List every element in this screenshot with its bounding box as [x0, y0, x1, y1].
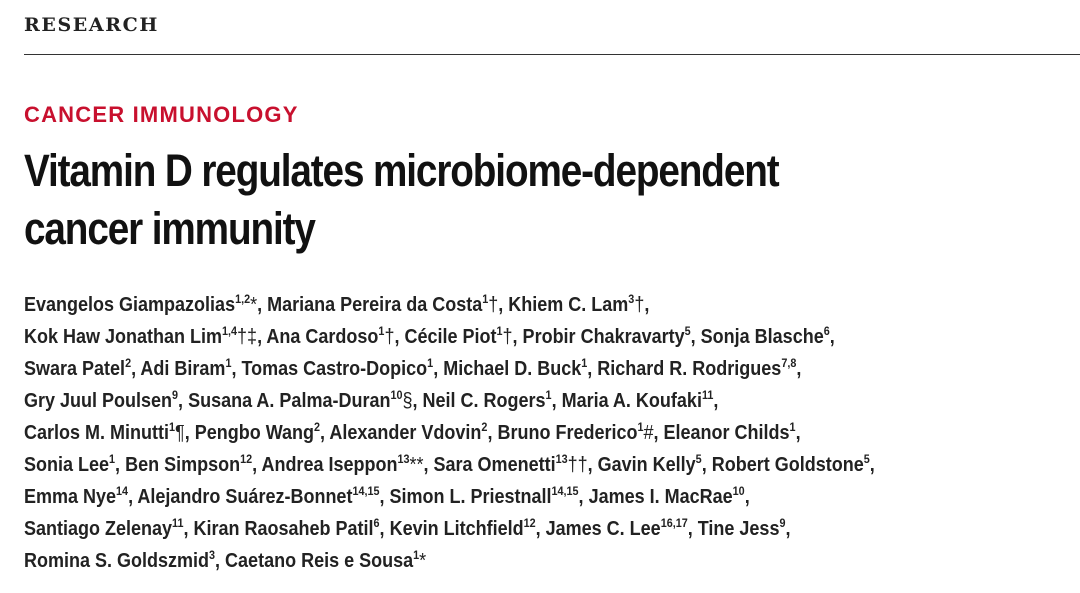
author-name: Swara Patel: [24, 358, 126, 380]
author-footnote-mark: †: [502, 326, 513, 348]
author-affiliation: 9: [779, 516, 786, 530]
author-name: Susana A. Palma-Duran: [188, 390, 391, 412]
author: [329, 422, 497, 444]
article-title: [24, 142, 779, 258]
author-name: Tine Jess: [697, 518, 780, 540]
author-line: [24, 481, 875, 513]
author-separator: ,: [690, 326, 701, 348]
author: [193, 518, 389, 540]
author-footnote-mark: #: [643, 422, 654, 444]
author-separator: ,: [795, 422, 801, 444]
author-line: [24, 289, 875, 321]
author: [140, 358, 241, 380]
author: [24, 422, 195, 444]
author-affiliation: 11: [172, 516, 184, 530]
author-separator: ,: [744, 486, 750, 508]
author-separator: ,: [257, 326, 267, 348]
author: [434, 454, 598, 476]
author-name: Bruno Frederico: [497, 422, 638, 444]
author-affiliation: 1: [789, 420, 796, 434]
author: [589, 486, 750, 508]
author-name: Ana Cardoso: [266, 326, 379, 348]
author-separator: ,: [487, 422, 498, 444]
author-footnote-mark: *: [419, 550, 427, 572]
author-footnote-mark: †: [384, 326, 395, 348]
author-name: Cécile Piot: [404, 326, 497, 348]
author-separator: ,: [512, 326, 523, 348]
author-name: Gavin Kelly: [597, 454, 696, 476]
author-separator: ,: [379, 518, 390, 540]
author-affiliation: 13: [397, 452, 410, 466]
author-name: Maria A. Koufaki: [561, 390, 702, 412]
author-separator: ,: [433, 358, 444, 380]
author: [508, 294, 649, 316]
section-label: RESEARCH: [24, 14, 159, 36]
author: [267, 294, 508, 316]
article-category: CANCER IMMUNOLOGY: [24, 102, 299, 127]
author-separator: ,: [829, 326, 835, 348]
author-name: Robert Goldstone: [711, 454, 864, 476]
author: [24, 326, 266, 348]
author: [423, 390, 562, 412]
author-line: [24, 449, 875, 481]
author: [24, 358, 140, 380]
author-separator: ,: [131, 358, 141, 380]
author-name: Simon L. Priestnall: [389, 486, 552, 508]
author-name: Caetano Reis e Sousa: [225, 550, 414, 572]
author-affiliation: 1: [581, 356, 588, 370]
author-footnote-mark: †‡: [237, 326, 258, 348]
author: [261, 454, 433, 476]
author-separator: ,: [578, 486, 589, 508]
author: [195, 422, 330, 444]
author-affiliation: 5: [863, 452, 870, 466]
author: [390, 518, 546, 540]
author-affiliation: 1: [378, 324, 385, 338]
author-name: Evangelos Giampazolias: [24, 294, 236, 316]
author: [266, 326, 404, 348]
author-separator: ,: [183, 518, 194, 540]
author-affiliation: 9: [172, 388, 179, 402]
author-affiliation: 1: [545, 388, 552, 402]
author-footnote-mark: **: [409, 454, 424, 476]
author-affiliation: 1: [496, 324, 503, 338]
author: [24, 486, 137, 508]
author-separator: ,: [796, 358, 802, 380]
author: [523, 326, 701, 348]
author-name: Adi Biram: [140, 358, 226, 380]
author-name: Neil C. Rogers: [422, 390, 546, 412]
author-affiliation: 10: [390, 388, 403, 402]
author-affiliation: 13: [555, 452, 568, 466]
author-separator: ,: [252, 454, 262, 476]
author-affiliation: 1: [168, 420, 176, 434]
author: [24, 390, 188, 412]
author-separator: ,: [587, 358, 598, 380]
author-name: Eleanor Childs: [663, 422, 790, 444]
author: [24, 454, 125, 476]
author-name: Kok Haw Jonathan Lim: [24, 326, 223, 348]
author-separator: ,: [257, 294, 268, 316]
author-separator: ,: [128, 486, 138, 508]
author-affiliation: 2: [481, 420, 488, 434]
author-name: Pengbo Wang: [194, 422, 315, 444]
author-affiliation: 5: [684, 324, 691, 338]
author-name: Khiem C. Lam: [508, 294, 629, 316]
author-separator: ,: [498, 294, 509, 316]
author-name: Kiran Raosaheb Patil: [193, 518, 374, 540]
author-affiliation: 1: [413, 548, 420, 562]
author-name: Sonia Lee: [24, 454, 110, 476]
author: [562, 390, 719, 412]
author-affiliation: 11: [701, 388, 714, 402]
author-name: Santiago Zelenay: [24, 518, 173, 540]
author-affiliation: 10: [732, 484, 745, 498]
article-title-line-1: Vitamin D regulates microbiome-dependent: [24, 145, 779, 196]
author-separator: ,: [869, 454, 875, 476]
author-separator: ,: [785, 518, 791, 540]
author: [24, 550, 225, 572]
author-name: James I. MacRae: [588, 486, 733, 508]
author: [404, 326, 522, 348]
author-separator: ,: [231, 358, 242, 380]
author-affiliation: 3: [628, 292, 635, 306]
author-affiliation: 12: [240, 452, 253, 466]
author: [497, 422, 663, 444]
author-affiliation: 14,15: [551, 484, 579, 498]
author-separator: ,: [379, 486, 390, 508]
author-name: Michael D. Buck: [443, 358, 582, 380]
author-footnote-mark: †: [634, 294, 645, 316]
author-name: Gry Juul Poulsen: [24, 390, 173, 412]
author-name: Sara Omenetti: [433, 454, 556, 476]
author-name: Richard R. Rodrigues: [597, 358, 782, 380]
author-affiliation: 2: [314, 420, 321, 434]
author-affiliation: 1: [427, 356, 434, 370]
author-affiliation: 1,2: [235, 292, 251, 306]
author-separator: ,: [394, 326, 405, 348]
author-affiliation: 12: [523, 516, 536, 530]
author-affiliation: 6: [373, 516, 380, 530]
author-name: Emma Nye: [24, 486, 117, 508]
author-affiliation: 1: [482, 292, 489, 306]
author: [712, 454, 875, 476]
author-name: Kevin Litchfield: [389, 518, 524, 540]
author-line: [24, 513, 875, 545]
author-name: Tomas Castro-Dopico: [241, 358, 428, 380]
author: [225, 550, 426, 572]
author-affiliation: 14: [116, 484, 129, 498]
author-name: Romina S. Goldszmid: [24, 550, 210, 572]
author-affiliation: 2: [125, 356, 132, 370]
author-name: Carlos M. Minutti: [24, 422, 169, 444]
author-separator: ,: [535, 518, 546, 540]
author-affiliation: 5: [695, 452, 702, 466]
author-footnote-mark: †: [488, 294, 499, 316]
author-line: [24, 353, 875, 385]
author-separator: ,: [412, 390, 423, 412]
author-name: Mariana Pereira da Costa: [267, 294, 483, 316]
author: [241, 358, 443, 380]
author-separator: ,: [423, 454, 434, 476]
author-separator: ,: [701, 454, 712, 476]
article-title-line-2: cancer immunity: [24, 203, 315, 254]
author-separator: ,: [551, 390, 562, 412]
header-rule: [24, 54, 1080, 55]
author-separator: ,: [115, 454, 126, 476]
author-affiliation: 1: [225, 356, 232, 370]
author: [24, 518, 193, 540]
author: [597, 358, 801, 380]
author-affiliation: 16,17: [660, 516, 688, 530]
author: [598, 454, 712, 476]
author-affiliation: 6: [823, 324, 830, 338]
author-name: Ben Simpson: [125, 454, 241, 476]
author: [701, 326, 835, 348]
author: [443, 358, 597, 380]
author-name: James C. Lee: [545, 518, 661, 540]
author-line: [24, 417, 875, 449]
author: [188, 390, 422, 412]
author-affiliation: 1: [637, 420, 644, 434]
author-footnote-mark: §: [402, 390, 413, 412]
author: [664, 422, 801, 444]
author-name: Alejandro Suárez-Bonnet: [137, 486, 353, 508]
author-list: [24, 289, 875, 577]
author: [389, 486, 588, 508]
author-separator: ,: [178, 390, 189, 412]
author-affiliation: 14,15: [352, 484, 380, 498]
author-separator: ,: [687, 518, 698, 540]
author-footnote-mark: *: [250, 294, 258, 316]
author-name: Probir Chakravarty: [522, 326, 685, 348]
author-separator: ,: [713, 390, 719, 412]
author-separator: ,: [644, 294, 650, 316]
author-name: Alexander Vdovin: [329, 422, 482, 444]
author-line: [24, 385, 875, 417]
author-separator: ,: [653, 422, 664, 444]
author: [125, 454, 261, 476]
author-footnote-mark: ††: [567, 454, 588, 476]
author: [546, 518, 698, 540]
author-affiliation: 3: [209, 548, 216, 562]
author-name: Andrea Iseppon: [261, 454, 398, 476]
author: [24, 294, 267, 316]
author-affiliation: 7,8: [781, 356, 797, 370]
author-line: [24, 545, 875, 577]
author: [137, 486, 389, 508]
author-line: [24, 321, 875, 353]
author-separator: ,: [587, 454, 598, 476]
author-footnote-mark: ¶: [175, 422, 185, 444]
author-affiliation: 1: [109, 452, 116, 466]
author: [698, 518, 791, 540]
author-separator: ,: [215, 550, 226, 572]
author-name: Sonja Blasche: [700, 326, 824, 348]
author-separator: ,: [184, 422, 195, 444]
author-affiliation: 1,4: [222, 324, 238, 338]
author-separator: ,: [320, 422, 330, 444]
